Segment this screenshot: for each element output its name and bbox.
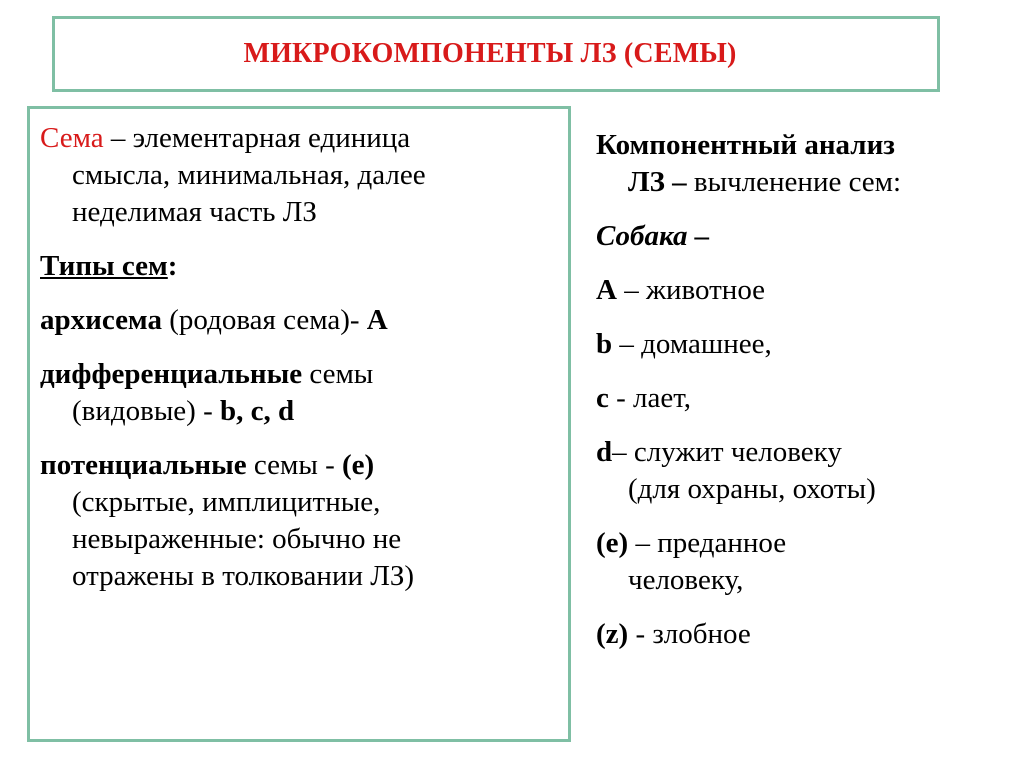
pot-rest: семы - bbox=[246, 449, 342, 481]
sema-term: Сема bbox=[40, 122, 104, 154]
item-e-text: – преданное bbox=[628, 527, 787, 559]
differential-item bbox=[40, 356, 565, 430]
item-e bbox=[596, 525, 1016, 599]
pot-term: потенциальные bbox=[40, 449, 247, 481]
item-e-key: (е) bbox=[596, 527, 629, 559]
example-word-block bbox=[596, 218, 1016, 255]
diff-line2-a: (видовые) - bbox=[72, 395, 220, 427]
item-a-text: – животное bbox=[616, 274, 766, 306]
item-b bbox=[596, 326, 1016, 363]
item-a bbox=[596, 272, 1016, 309]
title-box bbox=[52, 16, 940, 92]
slide-title: МИКРОКОМПОНЕНТЫ ЛЗ (СЕМЫ) bbox=[243, 38, 737, 69]
sema-definition bbox=[40, 120, 565, 231]
right-column bbox=[596, 127, 1016, 670]
sema-def-line2: смысла, минимальная, далее bbox=[72, 159, 426, 191]
item-z-key: (z) bbox=[596, 618, 629, 650]
types-heading: Типы сем bbox=[40, 250, 168, 282]
item-d-text: – служит человеку bbox=[612, 436, 842, 468]
item-a-key: А bbox=[596, 274, 617, 306]
item-d-line2: (для охраны, охоты) bbox=[628, 473, 876, 505]
archi-term: архисема bbox=[40, 304, 162, 336]
component-analysis bbox=[596, 127, 1016, 201]
left-column bbox=[40, 120, 565, 612]
types-heading-block bbox=[40, 248, 565, 285]
pot-line3: невыраженные: обычно не bbox=[72, 523, 402, 555]
archi-rest: (родовая сема)- bbox=[162, 304, 367, 336]
item-c-key: c bbox=[596, 382, 609, 414]
sema-def-line1: – элементарная единица bbox=[103, 122, 411, 154]
pot-line4: отражены в толковании ЛЗ) bbox=[72, 560, 415, 592]
pot-letter: (е) bbox=[342, 449, 375, 481]
types-colon: : bbox=[167, 250, 178, 282]
item-z bbox=[596, 616, 1016, 653]
analysis-line2-b: вычленение сем: bbox=[686, 166, 902, 198]
example-word: Собака – bbox=[596, 220, 710, 252]
diff-line2-b: b, c, d bbox=[220, 395, 295, 427]
diff-rest: семы bbox=[302, 358, 374, 390]
item-b-text: – домашнее, bbox=[612, 328, 772, 360]
item-d-key: d bbox=[596, 436, 613, 468]
item-z-text: - злобное bbox=[628, 618, 751, 650]
item-c-text: - лает, bbox=[608, 382, 691, 414]
analysis-term: Компонентный анализ bbox=[596, 129, 895, 161]
item-d bbox=[596, 434, 1016, 508]
archisema-item bbox=[40, 302, 565, 339]
potential-item bbox=[40, 447, 565, 595]
archi-letter: А bbox=[366, 304, 388, 336]
sema-def-line3: неделимая часть ЛЗ bbox=[72, 196, 317, 228]
analysis-line2-a: ЛЗ – bbox=[628, 166, 687, 198]
pot-line2: (скрытые, имплицитные, bbox=[72, 486, 381, 518]
item-e-line2: человеку, bbox=[628, 564, 744, 596]
item-b-key: b bbox=[596, 328, 613, 360]
item-c bbox=[596, 380, 1016, 417]
diff-term: дифференциальные bbox=[40, 358, 303, 390]
